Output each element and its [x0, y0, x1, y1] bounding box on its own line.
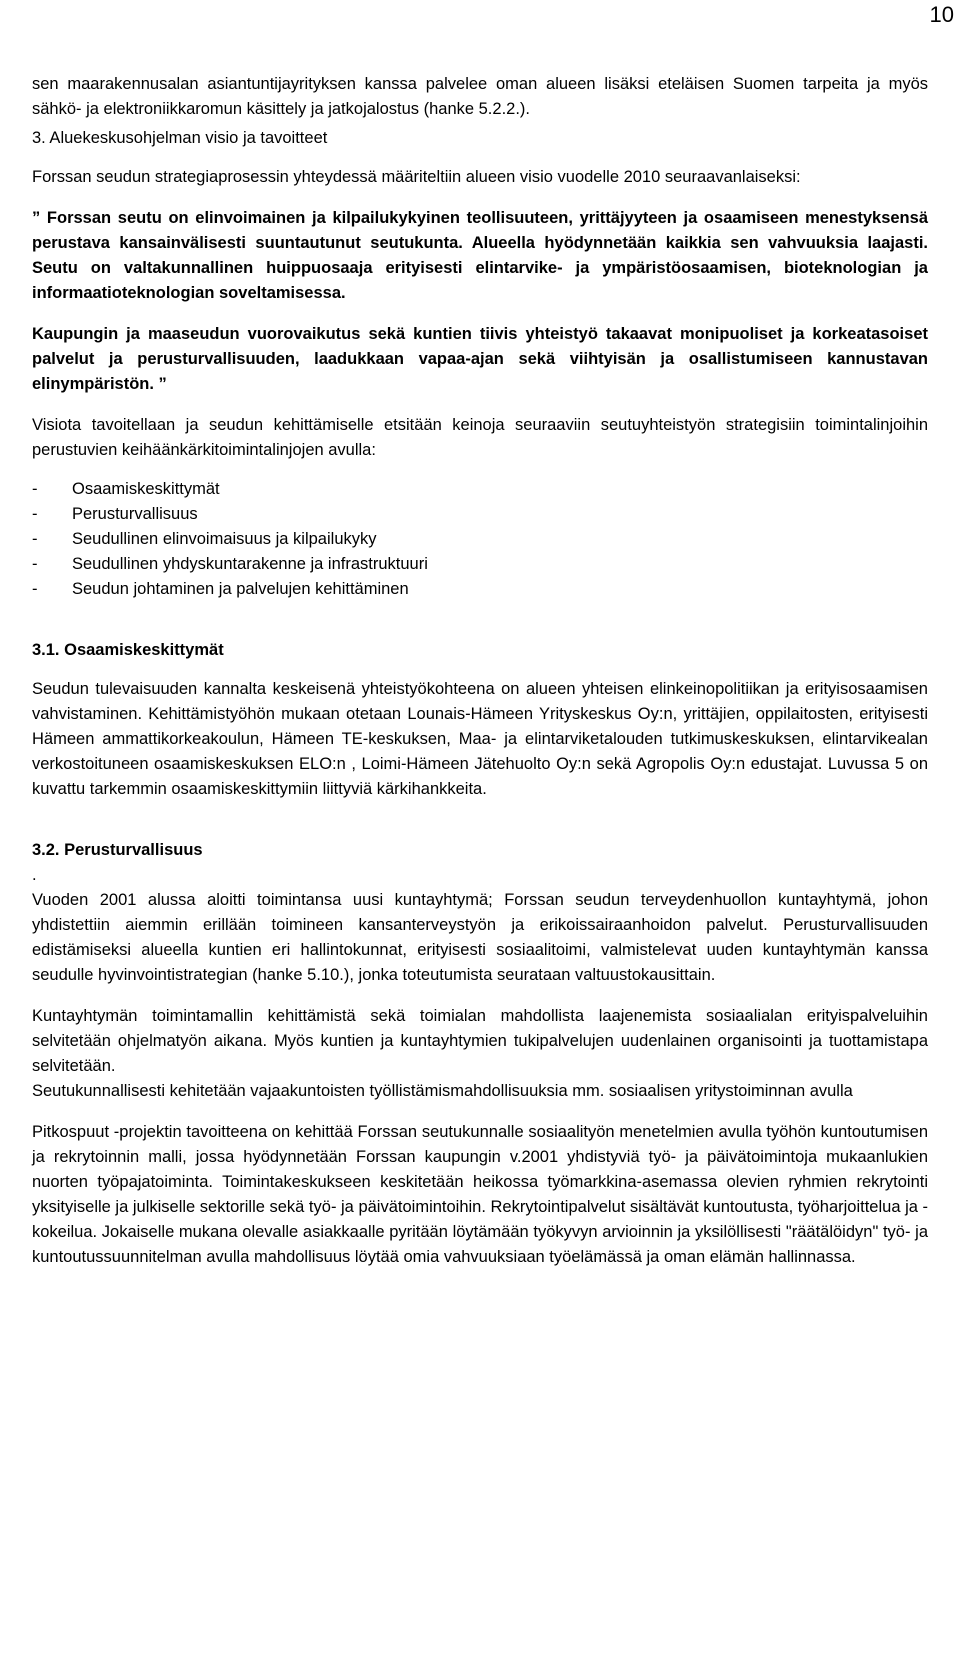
vision-intro-paragraph: Forssan seudun strategiaprosessin yhteydessä määriteltiin alueen visio vuodelle 2010 seuraavanlaiseksi:: [32, 168, 801, 186]
vision-quote-paragraph-2: Kaupungin ja maaseudun vuorovaikutus sekä kuntien tiivis yhteistyö takaavat monipuoliset ja korkeatasoiset palvelut ja perusturvallisuuden, laadukkaan vapaa-ajan sekä viihtyisän ja osallistumiseen kannustavan elinympäristön. ”: [32, 325, 928, 393]
list-dash: -: [32, 580, 38, 598]
list-item: [32, 527, 928, 552]
vision-quote-paragraph-1: ” Forssan seutu on elinvoimainen ja kilpailukykyinen teollisuuteen, yrittäjyyteen ja osaamiseen menestyksensä perustava kansainvälisesti suuntautunut seutukunta. Alueella hyödynnetään kaikkia sen vahvuuksia laajasti. Seutu on valtakunnallinen huippuosaaja erityisesti elintarvike- ja ympäristöosaamisen, bioteknologian ja informaatioteknologian soveltamisessa.: [32, 209, 928, 302]
page-number: 10: [929, 2, 954, 27]
list-item: [32, 577, 928, 602]
list-item: [32, 502, 928, 527]
section-3-2-paragraph-1: Vuoden 2001 alussa aloitti toimintansa uusi kuntayhtymä; Forssan seudun terveydenhuollon kuntayhtymä, johon yhdistettiin aiemmin erillään toimineen kansanterveystyön ja erikoissairaanhoidon palvelut. Perusturvallisuuden edistämiseksi alueella kuntien eri hallintokunnat, erityisesti sosiaalitoimi, valmistelevat uuden kuntayhtymän kanssa seudulle hyvinvointistrategian (hanke 5.10.), jonka toteutumista seurataan valtuustokausittain.: [32, 891, 928, 984]
section-3-2-dot: .: [32, 866, 37, 884]
list-dash: -: [32, 530, 38, 548]
section-3-2-paragraph-2: Kuntayhtymän toimintamallin kehittämistä sekä toimialan mahdollista laajenemista sosiaalialan erityispalveluihin selvitetään ohjelmatyön aikana. Myös kuntien ja kuntayhtymien tukipalvelujen uudenlainen organisointi ja tuottamistapa selvitetään.: [32, 1007, 928, 1075]
list-item-label: Seudullinen elinvoimaisuus ja kilpailukyky: [72, 530, 377, 548]
list-item-label: Seudun johtaminen ja palvelujen kehittäminen: [72, 580, 409, 598]
section-3-2-paragraph-3: Seutukunnallisesti kehitetään vajaakuntoisten työllistämismahdollisuuksia mm. sosiaalisen yritystoiminnan avulla: [32, 1082, 853, 1100]
section-3-heading: 3. Aluekeskusohjelman visio ja tavoitteet: [32, 129, 328, 147]
section-3-2-paragraph-4: Pitkospuut -projektin tavoitteena on kehittää Forssan seutukunnalle sosiaalityön menetelmien avulla työhön kuntoutumisen ja rekrytoinnin malli, jossa hyödynnetään Forssan kaupungin v.2001 yhdistyviä työ- ja päivätoimintoja mukaanlukien nuorten työpajatoiminta. Toimintakeskukseen keskitetään heikossa työmarkkina-asemassa olevien ryhmien rekrytointi yksityiselle ja julkiselle sektorille sekä työ- ja päivätoimintoihin. Rekrytointipalvelut sisältävät kuntoutusta, työharjoittelua ja -kokeilua. Jokaiselle mukana olevalle asiakkaalle pyritään löytämään työkyvyn arvioinnin ja yksilöllisesti "räätälöidyn" työ- ja kuntoutussuunnitelman avulla mahdollisuus löytää omia vahvuuksiaan työelämässä ja oman elämän hallinnassa.: [32, 1123, 928, 1266]
list-item-label: Osaamiskeskittymät: [72, 480, 220, 498]
list-item: [32, 552, 928, 577]
strategy-paragraph: Visiota tavoitellaan ja seudun kehittämiselle etsitään keinoja seuraaviin seutuyhteistyön strategisiin toimintalinjoihin perustuvien keihäänkärkitoimintalinjojen avulla:: [32, 416, 928, 459]
list-dash: -: [32, 480, 38, 498]
document-body: [32, 72, 928, 1270]
list-item-label: Seudullinen yhdyskuntarakenne ja infrastruktuuri: [72, 555, 428, 573]
intro-paragraph: sen maarakennusalan asiantuntijayrityksen kanssa palvelee oman alueen lisäksi eteläisen Suomen tarpeita ja myös sähkö- ja elektroniikkaromun käsittely ja jatkojalostus (hanke 5.2.2.).: [32, 75, 928, 118]
section-3-1-paragraph: Seudun tulevaisuuden kannalta keskeisenä yhteistyökohteena on alueen yhteisen elinkeinopolitiikan ja erityisosaamisen vahvistaminen. Kehittämistyöhön mukaan otetaan Lounais-Hämeen Yrityskeskus Oy:n, yrittäjien, oppilaitosten, erityisesti Hämeen ammattikorkeakoulun, Hämeen TE-keskuksen, Maa- ja elintarviketalouden tutkimuskeskuksen, elintarvikealan verkostoituneen osaamiskeskuksen ELO:n , Loimi-Hämeen Jätehuolto Oy:n sekä Agropolis Oy:n edustajat. Luvussa 5 on kuvattu tarkemmin osaamiskeskittymiin liittyviä kärkihankkeita.: [32, 680, 928, 798]
section-3-1-heading: 3.1. Osaamiskeskittymät: [32, 641, 224, 659]
list-dash: -: [32, 555, 38, 573]
section-3-2-heading: 3.2. Perusturvallisuus: [32, 841, 203, 859]
list-item-label: Perusturvallisuus: [72, 505, 198, 523]
list-dash: -: [32, 505, 38, 523]
list-item: [32, 477, 928, 502]
strategy-list: [32, 477, 928, 602]
